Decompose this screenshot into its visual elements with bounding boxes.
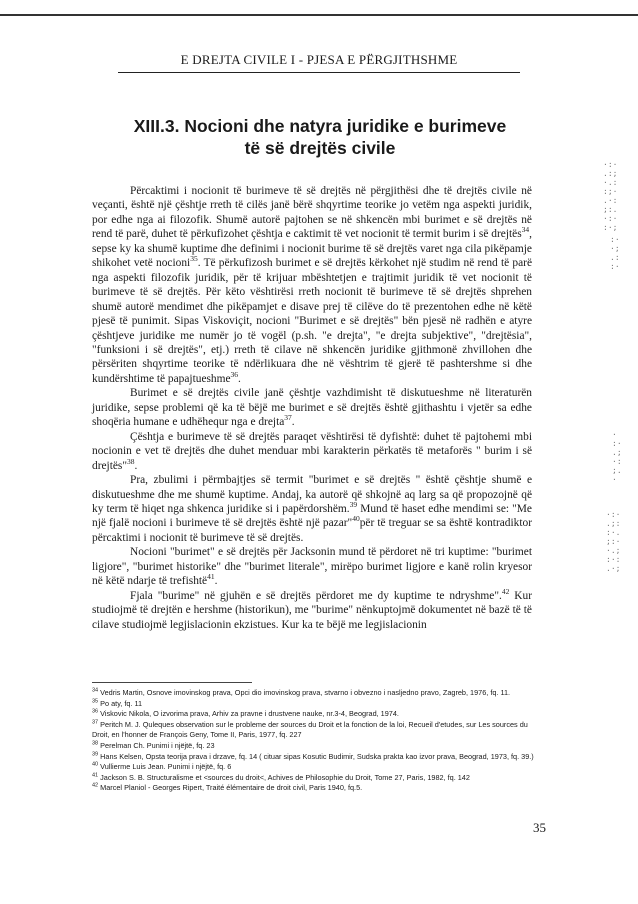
footnote [92,773,542,784]
paragraph [92,430,532,473]
footnote [92,720,542,741]
paragraph-text: Burimet e së drejtës civile janë çështje vazhdimisht të diskutueshme në literaturën juridike, sepse problemi që ka të bëjë me burimet e së drejtës është gjithashtu i vjetër sa edhe shoqëria humane e udhëhequr nga e drejta [92,387,532,429]
footnote-text: Hans Kelsen, Opsta teorija prava i drzave, fq. 14 ( cituar sipas Kosutic Budimir, Sudska prakta kao izvor prava, Beograd, 1973, fq. 39.) [100,751,534,761]
footnote-number: 38 [92,740,99,747]
page-number: 35 [533,820,546,835]
footnote-text: Marcel Planiol - Georges Ripert, Traité élémentaire de droit civil, Paris 1940, fq.5. [100,783,363,793]
paragraph-text: Nocioni "burimet" e së drejtës për Jacksonin mund të përdoret në tri kuptime: "burimet ligjore", "burimet historike" dhe "burimet literale", mirëpo burimet ligjore e kanë rolin kryesor në këtë ndarje të trefishtë [92,546,532,588]
paragraph-text: . [134,459,138,472]
footnote-number: 36 [92,708,99,715]
scan-noise: ·:· .;: :·. ;:· ·.; :·: .·; [606,510,621,573]
footnote-number: 37 [92,719,99,726]
footnote-number: 39 [92,751,99,758]
footnote-text: Vullierme Luis Jean. Punimi i njëjtë, fq. 6 [100,762,232,772]
footnote-number: 40 [92,761,99,768]
footnote [92,688,542,699]
footnote-separator [92,682,252,683]
paragraph-text: Kur studiojmë të drejtën e hershme (historikun), me "burime" nënkuptojmë dokumentet në bazë të të cilave studiojmë legjislacionin ekzistues. Kur ka te bëjë me legjislacionin [92,589,532,631]
scan-noise: :· ·; .: :· [610,235,620,271]
footnote-ref: 36 [230,370,239,380]
paragraph-text: për të treguar se sa është kontradiktor përcaktimi i nocionit të burimeve të së drejtës. [92,517,533,544]
footnote-text: Perelman Ch. Punimi i njëjtë, fq. 23 [100,740,215,750]
paragraph [92,386,532,429]
paragraph [92,184,532,386]
footnote [92,709,542,720]
paragraph-text: . [291,416,295,429]
footnote-ref: 42 [501,586,510,596]
paragraph-text: Përcaktimi i nocionit të burimeve të së drejtës në përgjithësi dhe të drejtës civile në veçanti, është një çështje rreth të cilës janë bërë shqyrtime teorike jo vetëm nga aspekti juridik, por edhe nga ai filozofik. Shumë autorë pajtohen se në shkencën mbi burimet e së drejtës në rend të parë, duhet të përkufizohet çështja e caktimit të vet nocionit të termit burim i së drejtës [92,185,532,241]
footnote-ref: 37 [284,413,292,423]
paragraph-text: . [214,575,218,588]
paragraph-text: Pra, zbulimi i përmbajtjes së termit "burimet e së drejtës " është çështje shumë e diskutueshme dhe me shumë kuptime. Andaj, ka autorë që shkojnë aq larg sa që propozojnë që ky term të hiqet nga shkenca juridike si i papërdorshëm. [92,474,532,515]
body-text [92,184,532,632]
section-title-line-2: të së drejtës civile [244,138,396,158]
paragraph [92,586,532,632]
paragraph-text: Mund të haset edhe mendimi se: "Me një fjalë nocioni i burimeve të së drejtës është një pazar" [92,502,532,530]
footnote [92,762,542,773]
footnote-ref: 35 [190,254,198,264]
scan-noise: ·:· .:; ·.: :;· .·: ;:. ·:· :·; [603,160,618,232]
footnote-text: Vedris Martin, Osnove imovinskog prava, Opci dio imovinskog prava, stvarno i obvezno i nasljedno pravo, Zagreb, 1976, fq. 11. [100,688,511,697]
paragraph-text: . [238,372,241,385]
footnote-text: Viskovic Nikola, O izvorima prava, Arhiv za pravne i drustvene nauke, nr.3-4, Beograd, 1974. [100,709,399,719]
footnote-ref: 40 [352,514,360,524]
paragraph [92,473,532,545]
footnote [92,741,542,752]
footnote-text: Peritch M. J. Quleques observation sur le probleme der sources du Droit et la fonction de la loi, Recueil d'etudes, sur Les sources du Droit, en l'honner de François Geny, Tome II, Paris, 1977, fq. 227 [92,719,528,740]
paragraph-text: Çështja e burimeve të së drejtës paraqet vështirësi të dyfishtë: duhet të pajtohemi mbi nocionin e vet të drejtës dhe duhet menduar mbi karakterin përkatës të metaforës " burim i së drejtës" [92,430,532,472]
footnote [92,752,542,763]
paragraph [92,545,532,588]
footnotes [92,688,542,794]
paragraph-text: Fjala "burime" në gjuhën e së drejtës përdoret me dy kuptime te ndryshme". [130,589,502,602]
scan-noise: · :· .; ·: ;. · [612,430,622,484]
footnote-ref: 34 [521,225,530,235]
footnote-text: Jackson S. B. Structuralisme et <sources du droit<, Achives de Philosophie du Droit, Tome 27, Paris, 1982, fq. 142 [100,772,470,782]
section-title-line-1: XIII.3. Nocioni dhe natyra juridike e burimeve [133,116,507,136]
paragraph-text: . Të përkufizosh burimet e së drejtës kërkohet një studim në rend të parë nga aspekti filozofik juridik, për të krijuar mbështetjen e trajtimit juridik të vet nocionit të burimeve të së drejtës. Për këto vështirësi rreth nocionit të burimeve të së drejtës shprehen shumë autorë mendimet dhe pikëpamjet e disave prej të cilëve do të prezentohen edhe në këtë pjesë të punimit. Sipas Viskoviçit, nocioni "Burimet e së drejtës" bën pjesë në radhën e atyre çështjeve juridike me numër jo të vogël (p.sh. "e drejta", "e drejta subjektive", "drejtësia", "funksioni i së drejtës", etj.) rreth të cilave në shkencën juridike gjithmonë zhvillohen dhe përsëriten shqyrtime teorike të ndërlikuara dhe në vështrim të gjerë të pashtershme si dhe kundërshtime të papajtueshme [92,257,533,385]
footnote-number: 35 [92,698,99,705]
scan-top-edge [0,14,638,16]
footnote-ref: 38 [127,456,135,466]
footnote-number: 42 [92,782,99,789]
paragraph-text: , sepse ky ka shumë kuptime dhe definimi i nocionit burime të së drejtës varet nga cila pikëpamje shikohet vetë nocioni [92,228,532,270]
footnote [92,699,542,710]
footnote [92,783,542,794]
running-head-rule [118,72,520,73]
footnote-ref: 41 [207,572,215,582]
footnote-number: 41 [92,772,99,779]
footnote-number: 34 [92,687,99,694]
footnote-ref: 39 [349,500,358,510]
section-title [100,115,540,159]
footnote-text: Po aty, fq. 11 [100,698,143,708]
running-head: E DREJTA CIVILE I - PJESA E PËRGJITHSHME [180,52,458,67]
